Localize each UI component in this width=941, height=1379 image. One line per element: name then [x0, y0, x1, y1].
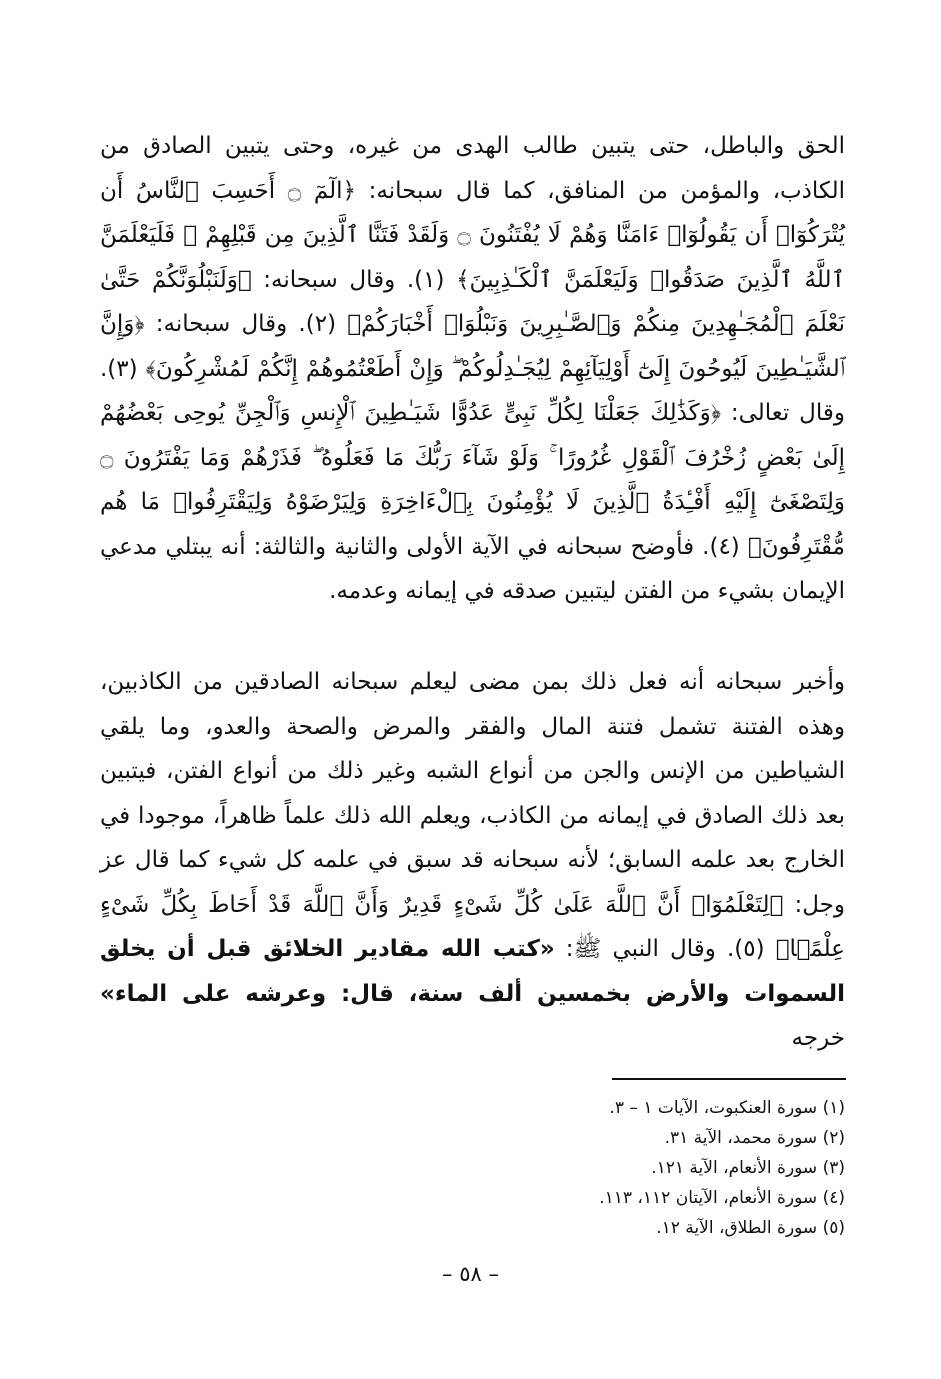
paragraph-2-text: وأخبر سبحانه أنه فعل ذلك بمن مضى ليعلم سبحانه الصادقين من الكاذبين، وهذه الفتنة تشمل فتنة المال والفقر والمرض والصحة والعدو، وما يلقي الشياطين من الإنس والجن من أنواع الشبه وغير ذلك من أنواع الفتن، فيتبين بعد ذلك الصادق في إيمانه من الكاذب، ويعلم الله ذلك علماً ظاهراً، موجودا في الخارج بعد علمه السابق؛ لأنه سبحانه قد سبق في علمه كل شيء كما قال عز وجل: ﴿لِتَعْلَمُوٓا۟ أَنَّ ٱللَّهَ عَلَىٰ كُلِّ شَىْءٍ قَدِيرٌ وَأَنَّ ٱللَّهَ قَدْ أَحَاطَ بِكُلِّ شَىْءٍ عِلْمًۢا﴾ (٥). وقال النبي ﷺ:	[100, 669, 845, 962]
footnote-2: (٢) سورة محمد، الآية ٣١.	[664, 1128, 845, 1148]
page-number: – ٥٨ –	[442, 1262, 499, 1286]
paragraph-2-tail: خرجه	[791, 1025, 845, 1051]
paragraph-1-text: الحق والباطل، حتى يتبين طالب الهدى من غيره، وحتى يتبين الصادق من الكاذب، والمؤمن من المنافق، كما قال سبحانه: ﴿الٓمٓ ۝ أَحَسِبَ ٱلنَّاسُ أَن يُتْرَكُوٓا۟ أَن يَقُولُوٓا۟ ءَامَنَّا وَهُمْ لَا يُفْتَنُونَ ۝ وَلَقَدْ فَتَنَّا ٱلَّذِينَ مِن قَبْلِهِمْ ۖ فَلَيَعْلَمَنَّ ٱللَّهُ ٱلَّذِينَ صَدَقُوا۟ وَلَيَعْلَمَنَّ ٱلْكَـٰذِبِينَ﴾ (١). وقال سبحانه: ﴿وَلَنَبْلُوَنَّكُمْ حَتَّىٰ نَعْلَمَ ٱلْمُجَـٰهِدِينَ مِنكُمْ وَٱلصَّـٰبِرِينَ وَنَبْلُوَا۟ أَخْبَارَكُمْ﴾ (٢). وقال سبحانه: ﴿وَإِنَّ ٱلشَّيَـٰطِينَ لَيُوحُونَ إِلَىٰٓ أَوْلِيَآئِهِمْ لِيُجَـٰدِلُوكُمْ ۖ وَإِنْ أَطَعْتُمُوهُمْ إِنَّكُمْ لَمُشْرِكُونَ﴾ (٣). وقال تعالى: ﴿وَكَذَٰلِكَ جَعَلْنَا لِكُلِّ نَبِىٍّ عَدُوًّا شَيَـٰطِينَ ٱلْإِنسِ وَٱلْجِنِّ يُوحِى بَعْضُهُمْ إِلَىٰ بَعْضٍ زُخْرُفَ ٱلْقَوْلِ غُرُورًا ۚ وَلَوْ شَآءَ رَبُّكَ مَا فَعَلُوهُ ۖ فَذَرْهُمْ وَمَا يَفْتَرُونَ ۝ وَلِتَصْغَىٰٓ إِلَيْهِ أَفْـِٔدَةُ ٱلَّذِينَ لَا يُؤْمِنُونَ بِٱلْءَاخِرَةِ وَلِيَرْضَوْهُ وَلِيَقْتَرِفُوا۟ مَا هُم مُّقْتَرِفُونَ﴾ (٤). فأوضح سبحانه في الآية الأولى والثانية والثالثة: أنه يبتلي مدعي الإيمان بشيء من الفتن ليتبين صدقه في إيمانه وعدمه.	[100, 133, 845, 604]
footnote-4: (٤) سورة الأنعام، الآيتان ١١٢، ١١٣.	[599, 1188, 845, 1208]
paragraph-2	[100, 660, 845, 1061]
paragraph-1	[100, 124, 845, 614]
footnote-3: (٣) سورة الأنعام، الآية ١٢١.	[651, 1158, 845, 1178]
footnotes-list	[420, 1093, 845, 1243]
footnote-divider	[612, 1078, 846, 1080]
hadith-quote: «كتب الله مقادير الخلائق قبل أن يخلق السموات والأرض بخمسين ألف سنة، قال: وعرشه على الماء»	[100, 936, 845, 1007]
footnote-5: (٥) سورة الطلاق، الآية ١٢.	[656, 1218, 845, 1238]
footnote-1: (١) سورة العنكبوت، الآيات ١ – ٣.	[609, 1098, 845, 1118]
